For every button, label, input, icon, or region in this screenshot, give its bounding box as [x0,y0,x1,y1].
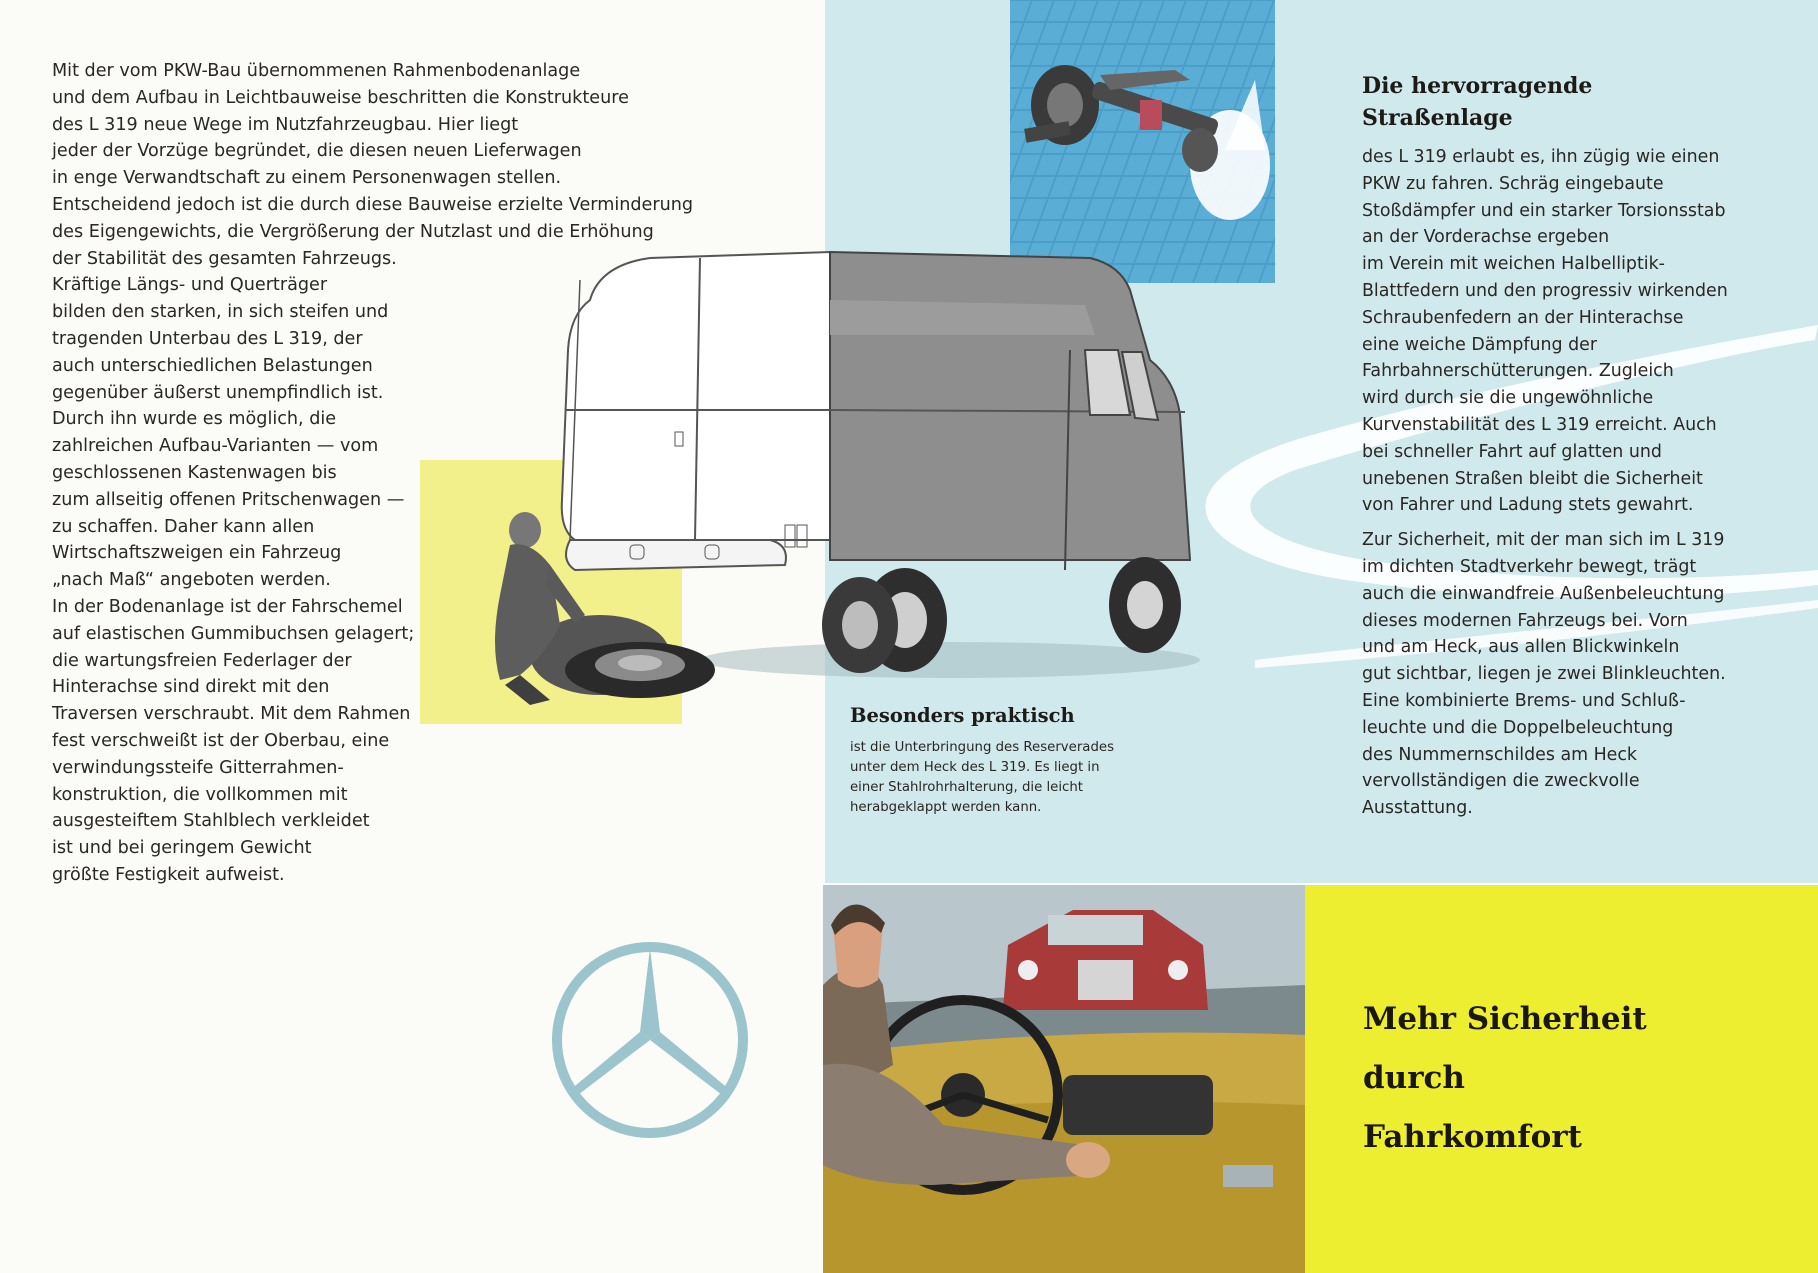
text-line: an der Vorderachse ergeben [1362,227,1610,248]
heading-line: Straßenlage [1362,105,1513,131]
text-line: in enge Verwandtschaft zu einem Personenwagen stellen. [52,168,562,189]
text-line: wird durch sie die ungewöhnliche [1362,388,1654,409]
text-line: vervollständigen die zweckvolle [1362,771,1640,792]
text-line: auf elastischen Gummibuchsen gelagert; [52,623,415,644]
promo-line: Fahrkomfort [1363,1119,1582,1155]
heading-line: Die hervorragende [1362,73,1593,99]
text-line: der Stabilität des gesamten Fahrzeugs. [52,248,397,269]
text-line: geschlossenen Kastenwagen bis [52,462,337,483]
text-line: Mit der vom PKW-Bau übernommenen Rahmenbodenanlage [52,61,581,81]
text-line: größte Festigkeit aufweist. [52,864,285,885]
text-line: PKW zu fahren. Schräg eingebaute [1362,173,1664,194]
text-line: im Verein mit weichen Halbelliptik- [1362,254,1665,275]
text-line: des L 319 neue Wege im Nutzfahrzeugbau. Hier liegt [52,114,519,135]
text-line: des Eigengewichts, die Vergrößerung der Nutzlast und die Erhöhung [52,221,654,242]
text-line: ist und bei geringem Gewicht [52,838,312,859]
promo-line: durch [1363,1060,1465,1096]
text-line: Kräftige Längs- und Querträger [52,275,328,296]
text-line: Durch ihn wurde es möglich, die [52,409,337,430]
caption-text [850,738,1114,818]
text-line: gut sichtbar, liegen je zwei Blinkleuchten. [1362,664,1726,685]
text-line: Eine kombinierte Brems- und Schluß- [1362,690,1686,711]
text-line: fest verschweißt ist der Oberbau, eine [52,730,390,751]
text-line: Fahrbahnerschütterungen. Zugleich [1362,361,1674,382]
text-line: des L 319 erlaubt es, ihn zügig wie einen [1362,147,1720,167]
text-line: tragenden Unterbau des L 319, der [52,328,363,349]
text-line: des Nummernschildes am Heck [1362,744,1637,765]
text-line: und am Heck, aus allen Blickwinkeln [1362,637,1680,658]
text-line: und dem Aufbau in Leichtbauweise beschritten die Konstrukteure [52,87,629,108]
text-line: konstruktion, die vollkommen mit [52,784,348,805]
text-line: Ausstattung. [1362,798,1473,819]
text-line: eine weiche Dämpfung der [1362,334,1597,355]
caption-heading: Besonders praktisch [850,704,1075,727]
text-line: dieses modernen Fahrzeugs bei. Vorn [1362,610,1688,631]
text-line: Hinterachse sind direkt mit den [52,677,330,698]
text-line: die wartungsfreien Federlager der [52,650,352,671]
caption-line: ist die Unterbringung des Reserverades [850,740,1115,755]
text-line: „nach Maß“ angeboten werden. [52,570,331,591]
paragraph-gap [1362,519,1802,527]
text-line: verwindungssteife Gitterrahmen- [52,757,344,778]
text-line: Kurvenstabilität des L 319 erreicht. Auch [1362,414,1717,435]
text-line: zu schaffen. Daher kann allen [52,516,315,537]
caption-line: unter dem Heck des L 319. Es liegt in [850,760,1100,775]
driver-illustration [823,885,1305,1273]
text-line: bei schneller Fahrt auf glatten und [1362,441,1662,462]
text-line: im dichten Stadtverkehr bewegt, trägt [1362,556,1697,577]
text-line: Wirtschaftszweigen ein Fahrzeug [52,543,342,564]
text-line: Zur Sicherheit, mit der man sich im L 319 [1362,530,1725,551]
text-line: bilden den starken, in sich steifen und [52,302,389,323]
text-line: Traversen verschraubt. Mit dem Rahmen [52,704,411,725]
mercedes-star-icon [550,940,750,1140]
text-line: In der Bodenanlage ist der Fahrschemel [52,596,403,617]
text-line: unebenen Straßen bleibt die Sicherheit [1362,468,1703,489]
caption-line: einer Stahlrohrhalterung, die leicht [850,780,1084,795]
caption-line: herabgeklappt werden kann. [850,800,1042,815]
text-line: auch die einwandfreie Außenbeleuchtung [1362,583,1725,604]
text-line: zum allseitig offenen Pritschenwagen — [52,489,405,510]
text-line: von Fahrer und Ladung stets gewahrt. [1362,495,1694,516]
text-line: Schraubenfedern an der Hinterachse [1362,307,1684,328]
promo-heading [1363,990,1647,1167]
text-line: auch unterschiedlichen Belastungen [52,355,373,376]
text-line: Blattfedern und den progressiv wirkenden [1362,280,1728,301]
text-line: Stoßdämpfer und ein starker Torsionsstab [1362,200,1726,221]
text-line: Entscheidend jedoch ist die durch diese Bauweise erzielte Verminderung [52,194,694,215]
text-line: leuchte und die Doppelbeleuchtung [1362,717,1674,738]
text-line: ausgesteiftem Stahlblech verkleidet [52,811,370,832]
promo-line: Mehr Sicherheit [1363,1001,1647,1037]
section-heading [1362,70,1592,134]
text-line: zahlreichen Aufbau-Varianten — vom [52,436,379,457]
text-line: gegenüber äußerst unempfindlich ist. [52,382,384,403]
text-line: jeder der Vorzüge begründet, die diesen neuen Lieferwagen [52,141,582,162]
mechanic-illustration [490,505,750,715]
right-body-text [1362,144,1802,822]
